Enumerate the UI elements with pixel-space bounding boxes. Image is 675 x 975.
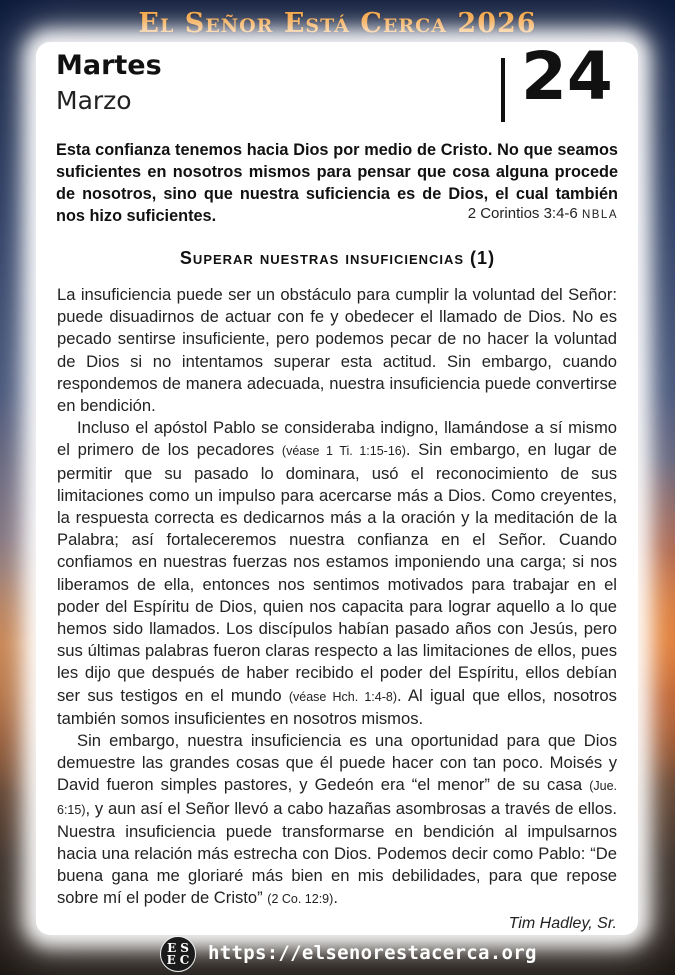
logo-letter: C bbox=[179, 953, 190, 967]
article-title: Superar nuestras insuficiencias (1) bbox=[179, 248, 496, 268]
publisher-logo-icon bbox=[160, 936, 196, 972]
author-signature: Tim Hadley, Sr. bbox=[508, 915, 617, 932]
verse-text: Esta confianza tenemos hacia Dios por medio de Cristo. No que seamos suficientes en nosotros mismos para pensar que cosa alguna procede de nosotros, sino que nuestra suficiencia es de Dios, el cual también nos hizo suficientes. bbox=[56, 141, 618, 225]
website-link[interactable]: https://elsenorestacerca.org bbox=[208, 942, 537, 964]
paragraph-2 bbox=[57, 417, 617, 730]
logo-letter: S bbox=[180, 941, 189, 955]
scripture-ref: (véase 1 Ti. 1:15-16) bbox=[281, 444, 406, 459]
paragraph-3 bbox=[57, 730, 617, 911]
verse-citation: 2 Corintios 3:4-6 bbox=[467, 205, 578, 222]
paragraph-3-text-c: . bbox=[333, 888, 338, 908]
paragraph-2-text-a: Incluso el apóstol Pablo se consideraba indigno, llamándose a sí mismo el primero de los pecadores bbox=[57, 418, 617, 460]
logo-letter: E bbox=[166, 953, 176, 967]
article-body bbox=[57, 284, 617, 911]
logo-letter: E bbox=[167, 941, 177, 955]
date-divider bbox=[501, 58, 505, 122]
bible-version: NBLA bbox=[581, 209, 618, 221]
verse-reference bbox=[468, 205, 618, 222]
day-number: 24 bbox=[521, 38, 613, 115]
publication-title: El Señor Está Cerca 2026 bbox=[138, 8, 537, 39]
paragraph-2-text-b: . Sin embargo, en lugar de permitir que su pasado lo dominara, usó el reconocimiento de sus limitaciones como un impulso para acercarse más a Dios. Como creyentes, la respuesta correcta es dedicarnos más a la oración y la meditación de la Palabra; así fortaleceremos nuestra confianza en el Señor. Cuando confiamos en nuestras fuerzas nos estamos imponiendo una carga; si nos liberamos de ella, entonces nos sentimos motivados para trabajar en el poder del Espíritu de Dios, quien nos capacita para lograr aquello a lo que hemos sido llamados. Los discípulos habían pasado años con Jesús, pero sus últimas palabras fueron claras respecto a las limitaciones de ellos, pues les dijo que después de haber recibido el poder del Espíritu, ellos debían ser sus testigos en el mundo bbox=[57, 440, 617, 705]
scripture-ref: (2 Co. 12:9) bbox=[267, 892, 334, 907]
paragraph-2-text-c: . Al igual que ellos, nosotros también somos insuficientes en nosotros mismos. bbox=[57, 685, 617, 728]
month-label: Marzo bbox=[56, 86, 132, 115]
scripture-ref: (Jue. 6:15) bbox=[57, 779, 617, 817]
scripture-ref: (véase Hch. 1:4-8) bbox=[288, 689, 397, 704]
paragraph-1-text: La insuficiencia puede ser un obstáculo para cumplir la voluntad del Señor: puede disuadirnos de actuar con fe y obedecer el llamado de Dios. No es pecado sentirse insuficiente, pero podemos pecar de no hacer la voluntad de Dios si no intentamos superar esta actitud. Sin embargo, cuando respondemos de manera adecuada, nuestra insuficiencia puede convertirse en bendición. bbox=[57, 285, 617, 416]
paragraph-3-text-b: , y aun así el Señor llevó a cabo hazañas asombrosas a través de ellos. Nuestra insuficiencia puede transformarse en bendición al impulsarnos hacia una relación más estrecha con Dios. Podemos decir como Pablo: “De buena gana me gloriaré más bien en mis debilidades, para que repose sobre mí el poder de Cristo” bbox=[57, 798, 617, 908]
paragraph-3-text-a: Sin embargo, nuestra insuficiencia es una oportunidad para que Dios demuestre las grandes cosas que él puede hacer con tan poco. Moisés y David fueron simples pastores, y Gedeón era “el menor” de su casa bbox=[57, 731, 617, 795]
paragraph-1 bbox=[57, 284, 617, 417]
weekday-label: Martes bbox=[56, 50, 162, 81]
